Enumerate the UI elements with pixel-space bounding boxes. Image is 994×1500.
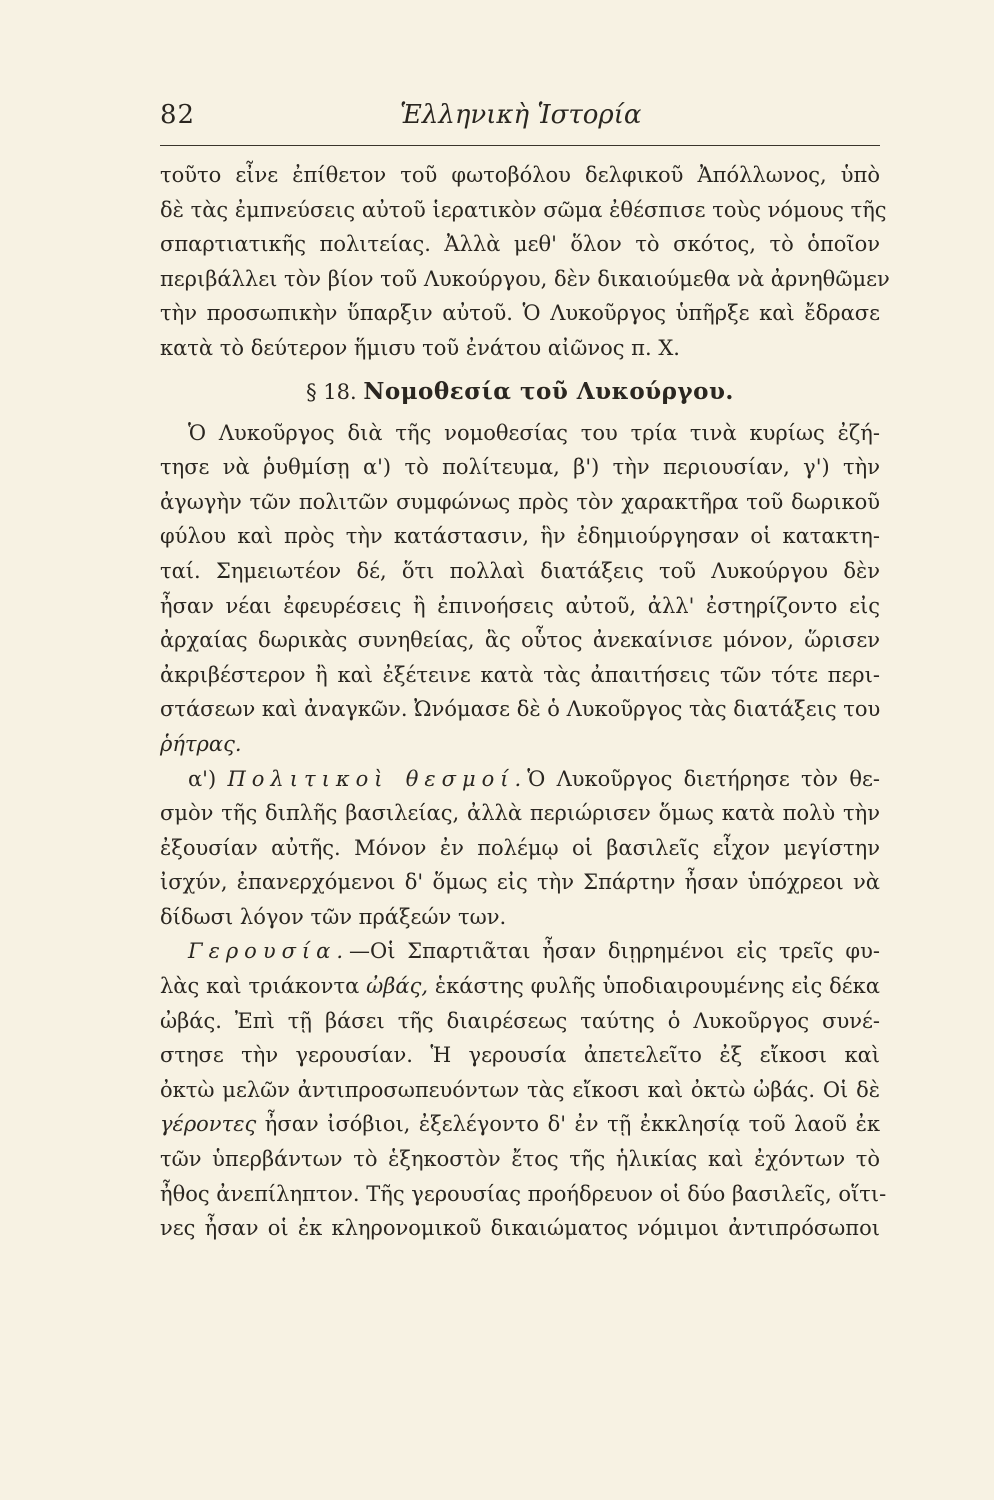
running-head bbox=[160, 100, 880, 140]
paragraph-3 bbox=[160, 762, 880, 935]
text-span: —Οἱ Σπαρτιᾶται ἦσαν διῃρημένοι εἰς τρεῖς φυ- bbox=[349, 939, 880, 964]
text-line: ἦθος ἀνεπίληπτον. Τῆς γερουσίας προήδρευον οἱ δύο βασιλεῖς, οἵτι- bbox=[160, 1181, 887, 1206]
text-line: ἦσαν νέαι ἐφευρέσεις ἢ ἐπινοήσεις αὐτοῦ, ἀλλ' ἐστηρίζοντο εἰς bbox=[160, 593, 880, 618]
text-line: τὴν προσωπικὴν ὕπαρξιν αὐτοῦ. Ὁ Λυκοῦργος ὑπῆρξε καὶ ἔδρασε bbox=[160, 301, 880, 326]
text-line: τῶν ὑπερβάντων τὸ ἑξηκοστὸν ἔτος τῆς ἡλικίας καὶ ἐχόντων τὸ bbox=[160, 1147, 880, 1172]
text-line: σμὸν τῆς διπλῆς βασιλείας, ἀλλὰ περιώρισεν ὅμως κατὰ πολὺ τὴν bbox=[160, 801, 880, 826]
text-line: ἀκριβέστερον ἢ καὶ ἐξέτεινε κατὰ τὰς ἀπαιτήσεις τῶν τότε περι- bbox=[160, 662, 880, 687]
body-text bbox=[160, 158, 890, 1246]
text-line: ἀγωγὴν τῶν πολιτῶν συμφώνως πρὸς τὸν χαρακτῆρα τοῦ δωρικοῦ bbox=[160, 489, 880, 514]
text-line bbox=[160, 934, 880, 969]
header-rule bbox=[160, 145, 880, 146]
text-span: Ὁ Λυκοῦργος διετήρησε τὸν θε- bbox=[527, 766, 880, 791]
text-line: ῥήτρας. bbox=[160, 731, 242, 756]
text-line: ἀρχαίας δωρικὰς συνηθείας, ἃς οὗτος ἀνεκαίνισε μόνον, ὥρισεν bbox=[160, 628, 880, 653]
text-line bbox=[160, 969, 880, 1004]
italic-term: γέροντες bbox=[160, 1112, 257, 1137]
text-line: φύλου καὶ πρὸς τὴν κατάστασιν, ἣν ἐδημιούργησαν οἱ κατακτη- bbox=[160, 524, 880, 549]
text-line: ταί. Σημειωτέον δέ, ὅτι πολλαὶ διατάξεις τοῦ Λυκούργου δὲν bbox=[160, 558, 880, 583]
paragraph-1 bbox=[160, 158, 890, 366]
section-heading bbox=[160, 370, 880, 414]
text-line: στησε τὴν γερουσίαν. Ἡ γερουσία ἀπετελεῖτο ἐξ εἴκοσι καὶ bbox=[160, 1043, 880, 1068]
text-line: δὲ τὰς ἐμπνεύσεις αὐτοῦ ἱερατικὸν σῶμα ἐθέσπισε τοὺς νόμους τῆς bbox=[160, 197, 887, 222]
paragraph-4 bbox=[160, 934, 887, 1245]
text-span: λὰς καὶ τριάκοντα bbox=[160, 974, 360, 999]
text-line: ὀκτὼ μελῶν ἀντιπροσωπευόντων τὰς εἴκοσι καὶ ὀκτὼ ὠβάς. Οἱ δὲ bbox=[160, 1077, 880, 1102]
text-line: ὠβάς. Ἐπὶ τῇ βάσει τῆς διαιρέσεως ταύτης ὁ Λυκοῦργος συνέ- bbox=[160, 1008, 880, 1033]
text-line: νες ἦσαν οἱ ἐκ κληρονομικοῦ δικαιώματος νόμιμοι ἀντιπρόσωποι bbox=[160, 1216, 880, 1241]
subsection-heading: Γερουσία. bbox=[188, 939, 350, 964]
text-line: περιβάλλει τὸν βίον τοῦ Λυκούργου, δὲν δικαιούμεθα νὰ ἀρνηθῶμεν bbox=[160, 266, 890, 291]
text-line: κατὰ τὸ δεύτερον ἥμισυ τοῦ ἐνάτου αἰῶνος π. Χ. bbox=[160, 335, 680, 360]
text-line: δίδωσι λόγον τῶν πράξεών των. bbox=[160, 904, 507, 929]
text-line bbox=[160, 762, 880, 797]
text-span: ἦσαν ἰσόβιοι, ἐξελέγοντο δ' ἐν τῇ ἐκκλησίᾳ τοῦ λαοῦ ἐκ bbox=[264, 1112, 880, 1137]
text-line: ἐξουσίαν αὐτῆς. Μόνον ἐν πολέμῳ οἱ βασιλεῖς εἶχον μεγίστην bbox=[160, 835, 880, 860]
subsection-heading: Πολιτικοὶ θεσμοί. bbox=[227, 766, 528, 791]
page-number: 82 bbox=[160, 100, 196, 130]
section-number: § 18. bbox=[306, 379, 357, 404]
text-line: τοῦτο εἶνε ἐπίθετον τοῦ φωτοβόλου δελφικοῦ Ἀπόλλωνος, ὑπὸ bbox=[160, 163, 880, 187]
running-title: Ἑλληνικὴ Ἱστορία bbox=[400, 100, 642, 130]
italic-term: ὠβάς, bbox=[366, 974, 429, 999]
text-line: Ὁ Λυκοῦργος διὰ τῆς νομοθεσίας του τρία τινὰ κυρίως ἐζή- bbox=[188, 420, 880, 445]
text-line: ἰσχύν, ἐπανερχόμενοι δ' ὅμως εἰς τὴν Σπάρτην ἦσαν ὑπόχρεοι νὰ bbox=[160, 870, 880, 895]
section-title: Νομοθεσία τοῦ Λυκούργου. bbox=[363, 377, 734, 405]
text-line: σπαρτιατικῆς πολιτείας. Ἀλλὰ μεθ' ὅλον τὸ σκότος, τὸ ὁποῖον bbox=[160, 232, 880, 257]
subsection-label: α') bbox=[188, 766, 217, 791]
text-line bbox=[160, 1107, 880, 1142]
text-line: στάσεων καὶ ἀναγκῶν. Ὠνόμασε δὲ ὁ Λυκοῦργος τὰς διατάξεις του bbox=[160, 697, 881, 722]
text-line: τησε νὰ ῥυθμίσῃ α') τὸ πολίτευμα, β') τὴν περιουσίαν, γ') τὴν bbox=[160, 455, 880, 480]
text-span: ἑκάστης φυλῆς ὑποδιαιρουμένης εἰς δέκα bbox=[434, 974, 880, 999]
paragraph-2 bbox=[160, 416, 880, 762]
